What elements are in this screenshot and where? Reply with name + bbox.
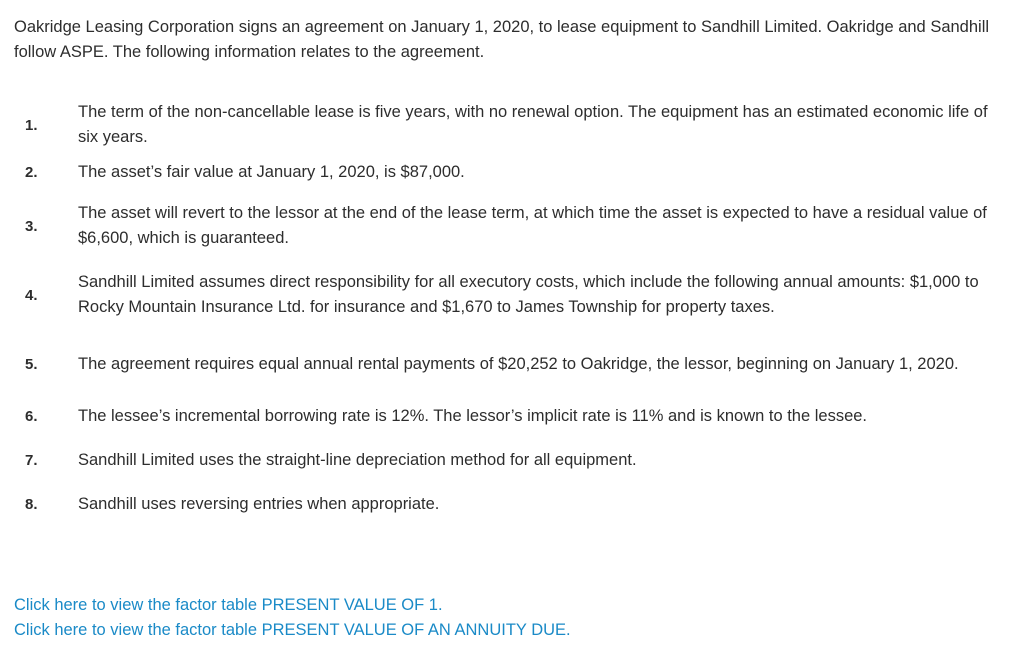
fact-text: The term of the non-cancellable lease is five years, with no renewal option. The equipment has an estimated economic life of six years. [78,103,988,146]
fact-number: 2. [25,164,38,181]
fact-item-1 [14,99,1014,151]
fact-item-6 [14,399,1014,434]
fact-number: 4. [25,286,38,304]
fact-number: 1. [25,116,38,134]
fact-number: 8. [25,496,38,513]
fact-text: The asset’s fair value at January 1, 2020, is $87,000. [78,163,465,181]
fact-text: The asset will revert to the lessor at the end of the lease term, at which time the asset is expected to have a residual value of $6,600, which is guaranteed. [78,204,987,247]
fact-text: Sandhill uses reversing entries when appropriate. [78,495,440,513]
fact-text: Sandhill Limited uses the straight-line depreciation method for all equipment. [78,451,637,469]
fact-item-8 [14,487,1014,522]
fact-number: 7. [25,452,38,469]
fact-item-3 [14,200,1014,252]
fact-text: Sandhill Limited assumes direct responsibility for all executory costs, which include the following annual amounts: $1,000 to Rocky Mountain Insurance Ltd. for insurance and $1,670 to James Township for property taxes. [78,273,979,316]
fact-number: 3. [25,217,38,235]
fact-item-4 [14,269,1014,321]
fact-number: 5. [25,355,38,373]
fact-item-5 [14,338,1014,390]
fact-number: 6. [25,408,38,425]
fact-text: The lessee’s incremental borrowing rate is 12%. The lessor’s implicit rate is 11% and is known to the lessee. [78,407,868,425]
fact-text: The agreement requires equal annual rental payments of $20,252 to Oakridge, the lessor, beginning on January 1, 2020. [78,354,959,373]
fact-item-7 [14,443,1014,478]
facts-list [14,99,1014,522]
fact-item-2 [14,155,1014,190]
problem-intro: Oakridge Leasing Corporation signs an agreement on January 1, 2020, to lease equipment to Sandhill Limited. Oakridge and Sandhill follow ASPE. The following information relates to the agreement. [14,18,990,61]
pv-annuity-due-link[interactable]: Click here to view the factor table PRESENT VALUE OF AN ANNUITY DUE. [14,621,571,639]
pv-of-1-link[interactable]: Click here to view the factor table PRESENT VALUE OF 1. [14,596,443,614]
factor-table-links [14,593,914,643]
